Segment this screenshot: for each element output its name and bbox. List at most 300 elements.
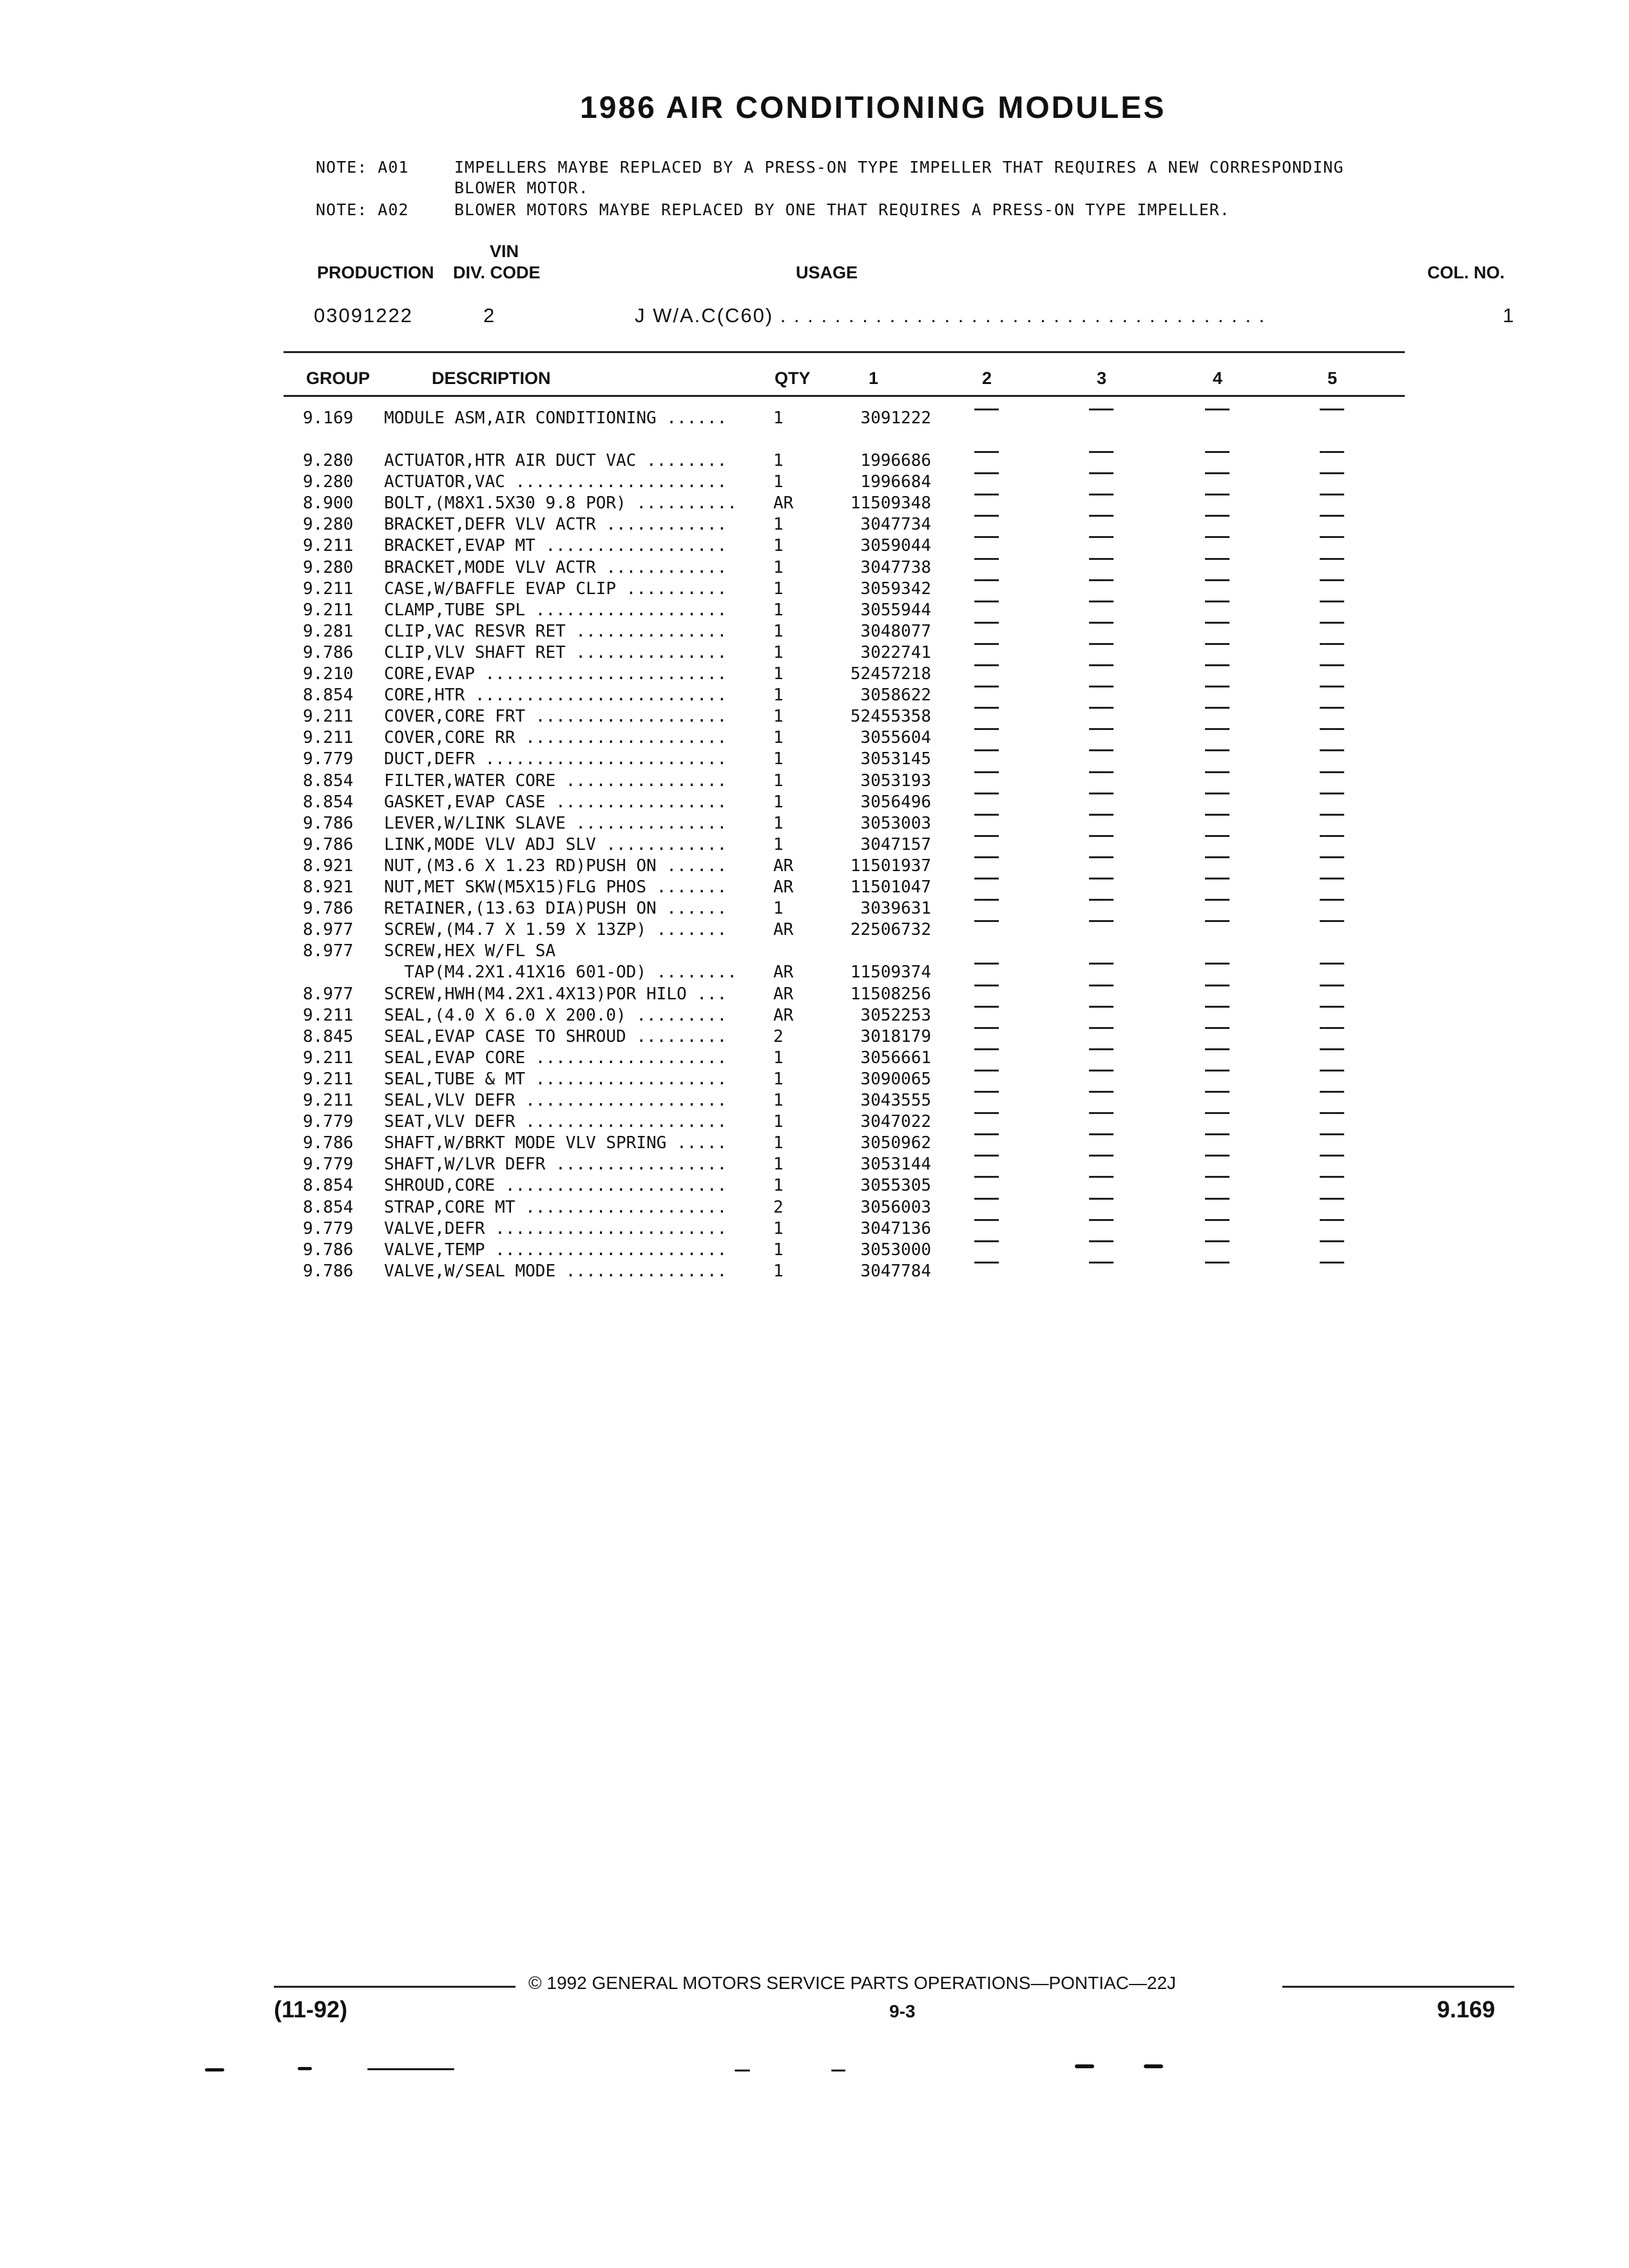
table-row bbox=[0, 1262, 1629, 1283]
column-3-dash bbox=[1089, 728, 1113, 730]
column-3-dash bbox=[1089, 408, 1113, 410]
table-row bbox=[0, 920, 1629, 941]
column-4-dash bbox=[1205, 1112, 1229, 1114]
part-number-cell: 3053144 bbox=[860, 1155, 931, 1175]
group-cell: 9.786 bbox=[303, 834, 354, 854]
part-number-cell: 3047157 bbox=[860, 834, 931, 854]
column-2-dash bbox=[974, 1155, 999, 1157]
description-cell: ACTUATOR,VAC ..................... bbox=[384, 472, 728, 492]
group-cell: 9.211 bbox=[303, 1091, 354, 1110]
column-4-dash bbox=[1205, 963, 1229, 965]
part-number-cell: 1996684 bbox=[860, 472, 931, 492]
column-2-dash bbox=[974, 1048, 999, 1050]
description-cell: NUT,(M3.6 X 1.23 RD)PUSH ON ...... bbox=[384, 856, 728, 876]
part-number-cell: 3047738 bbox=[860, 557, 931, 577]
qty-cell: 1 bbox=[773, 1218, 784, 1238]
qty-cell: 1 bbox=[773, 472, 784, 492]
group-cell: 9.786 bbox=[303, 1240, 354, 1260]
qty-cell: 1 bbox=[773, 1240, 784, 1260]
column-2-dash bbox=[974, 622, 999, 624]
description-cell: BRACKET,MODE VLV ACTR ............ bbox=[384, 557, 728, 577]
description-cell: LEVER,W/LINK SLAVE ............... bbox=[384, 813, 728, 833]
column-2-dash bbox=[974, 1198, 999, 1200]
column-2-dash bbox=[974, 771, 999, 773]
description-cell: GASKET,EVAP CASE ................. bbox=[384, 792, 728, 812]
description-cell: SEAL,EVAP CORE ................... bbox=[384, 1048, 728, 1068]
footer-rule-left bbox=[274, 1986, 516, 1988]
description-cell: VALVE,W/SEAL MODE ................ bbox=[384, 1261, 728, 1281]
column-3-dash bbox=[1089, 1091, 1113, 1093]
scan-artifact bbox=[1144, 2064, 1163, 2068]
qty-cell: AR bbox=[773, 494, 794, 514]
column-3-dash bbox=[1089, 856, 1113, 858]
group-cell: 9.786 bbox=[303, 1261, 354, 1281]
description-cell: FILTER,WATER CORE ................ bbox=[384, 771, 728, 791]
column-4-dash bbox=[1205, 1006, 1229, 1008]
group-cell: 8.854 bbox=[303, 792, 354, 812]
group-cell: 8.845 bbox=[303, 1026, 354, 1046]
column-5-dash bbox=[1320, 1112, 1344, 1114]
part-number-cell: 3056496 bbox=[860, 792, 931, 812]
description-cell: ACTUATOR,HTR AIR DUCT VAC ........ bbox=[384, 451, 728, 470]
part-number-cell: 3055604 bbox=[860, 728, 931, 748]
table-row bbox=[0, 579, 1629, 601]
qty-header: QTY bbox=[775, 369, 811, 388]
part-number-cell: 3018179 bbox=[860, 1026, 931, 1046]
note-a02-label: NOTE: A02 bbox=[316, 200, 409, 219]
column-4-dash bbox=[1205, 408, 1229, 410]
column-2-dash bbox=[974, 878, 999, 879]
table-row bbox=[0, 941, 1629, 963]
col5-header: 5 bbox=[1327, 369, 1338, 388]
description-cell: LINK,MODE VLV ADJ SLV ............ bbox=[384, 834, 728, 854]
column-5-dash bbox=[1320, 707, 1344, 709]
qty-cell: 1 bbox=[773, 557, 784, 577]
qty-cell: 1 bbox=[773, 408, 784, 428]
qty-cell: AR bbox=[773, 1005, 794, 1025]
column-3-dash bbox=[1089, 899, 1113, 901]
column-5-dash bbox=[1320, 515, 1344, 517]
column-4-dash bbox=[1205, 1091, 1229, 1093]
column-2-dash bbox=[974, 749, 999, 751]
column-3-dash bbox=[1089, 963, 1113, 965]
qty-cell: 1 bbox=[773, 664, 784, 684]
description-cell: NUT,MET SKW(M5X15)FLG PHOS ....... bbox=[384, 878, 728, 897]
table-row bbox=[0, 686, 1629, 707]
column-3-dash bbox=[1089, 1133, 1113, 1135]
group-cell: 9.211 bbox=[303, 536, 354, 556]
scan-artifact bbox=[367, 2068, 454, 2070]
part-number-cell: 3050962 bbox=[860, 1133, 931, 1153]
column-5-dash bbox=[1320, 856, 1344, 858]
column-4-dash bbox=[1205, 1027, 1229, 1029]
table-row bbox=[0, 472, 1629, 494]
revision-date: (11-92) bbox=[274, 1996, 348, 2023]
column-2-dash bbox=[974, 1006, 999, 1008]
column-3-dash bbox=[1089, 643, 1113, 645]
qty-cell: 1 bbox=[773, 642, 784, 662]
column-2-dash bbox=[974, 686, 999, 687]
divider-line bbox=[284, 351, 1405, 353]
column-3-dash bbox=[1089, 1219, 1113, 1221]
description-cell: TAP(M4.2X1.41X16 601-OD) ........ bbox=[384, 963, 737, 983]
column-2-dash bbox=[974, 558, 999, 560]
part-number-cell: 3043555 bbox=[860, 1091, 931, 1110]
group-cell: 9.786 bbox=[303, 1133, 354, 1153]
scan-artifact bbox=[298, 2067, 312, 2070]
column-5-dash bbox=[1320, 878, 1344, 879]
column-4-dash bbox=[1205, 1048, 1229, 1050]
part-number-cell: 3055305 bbox=[860, 1176, 931, 1196]
column-number: 1 bbox=[1503, 304, 1514, 327]
group-cell: 9.280 bbox=[303, 451, 354, 470]
description-cell: BOLT,(M8X1.5X30 9.8 POR) .......... bbox=[384, 494, 737, 514]
table-row bbox=[0, 814, 1629, 835]
column-2-dash bbox=[974, 1070, 999, 1072]
column-5-dash bbox=[1320, 664, 1344, 666]
table-row bbox=[0, 771, 1629, 793]
column-5-dash bbox=[1320, 985, 1344, 986]
qty-cell: 1 bbox=[773, 536, 784, 556]
column-4-dash bbox=[1205, 1155, 1229, 1157]
qty-cell: 1 bbox=[773, 1261, 784, 1281]
description-cell: SCREW,HEX W/FL SA bbox=[384, 941, 556, 961]
part-number-cell: 3056003 bbox=[860, 1197, 931, 1217]
column-5-dash bbox=[1320, 451, 1344, 453]
description-header: DESCRIPTION bbox=[432, 369, 551, 388]
table-row bbox=[0, 1198, 1629, 1219]
table-row bbox=[0, 749, 1629, 771]
description-cell: CORE,HTR ......................... bbox=[384, 686, 728, 706]
column-5-dash bbox=[1320, 1133, 1344, 1135]
column-2-dash bbox=[974, 536, 999, 538]
qty-cell: AR bbox=[773, 856, 794, 876]
description-cell: BRACKET,DEFR VLV ACTR ............ bbox=[384, 515, 728, 535]
scan-artifact bbox=[1075, 2064, 1094, 2068]
table-row bbox=[0, 622, 1629, 643]
group-cell: 8.900 bbox=[303, 494, 354, 514]
column-5-dash bbox=[1320, 558, 1344, 560]
column-4-dash bbox=[1205, 515, 1229, 517]
column-4-dash bbox=[1205, 536, 1229, 538]
col2-header: 2 bbox=[982, 369, 992, 388]
column-3-dash bbox=[1089, 558, 1113, 560]
group-cell: 9.211 bbox=[303, 1048, 354, 1068]
qty-cell: 1 bbox=[773, 1091, 784, 1110]
group-header: GROUP bbox=[306, 369, 371, 388]
part-number-cell: 52457218 bbox=[850, 664, 931, 684]
group-cell: 9.280 bbox=[303, 515, 354, 535]
description-cell: VALVE,DEFR ....................... bbox=[384, 1218, 728, 1238]
column-4-dash bbox=[1205, 814, 1229, 816]
table-row bbox=[0, 515, 1629, 536]
column-3-dash bbox=[1089, 515, 1113, 517]
column-4-dash bbox=[1205, 664, 1229, 666]
column-5-dash bbox=[1320, 814, 1344, 816]
group-cell: 8.854 bbox=[303, 1176, 354, 1196]
column-2-dash bbox=[974, 814, 999, 816]
column-3-dash bbox=[1089, 451, 1113, 453]
column-2-dash bbox=[974, 494, 999, 495]
qty-cell: 1 bbox=[773, 771, 784, 791]
div-code-header: DIV. CODE bbox=[453, 263, 541, 282]
column-4-dash bbox=[1205, 579, 1229, 581]
column-4-dash bbox=[1205, 601, 1229, 602]
column-5-dash bbox=[1320, 686, 1344, 687]
description-cell: CLIP,VLV SHAFT RET ............... bbox=[384, 642, 728, 662]
qty-cell: 1 bbox=[773, 515, 784, 535]
table-row bbox=[0, 963, 1629, 984]
column-4-dash bbox=[1205, 1219, 1229, 1221]
column-4-dash bbox=[1205, 985, 1229, 986]
description-cell: MODULE ASM,AIR CONDITIONING ...... bbox=[384, 408, 728, 428]
column-3-dash bbox=[1089, 1070, 1113, 1072]
column-5-dash bbox=[1320, 1176, 1344, 1178]
description-cell: CLIP,VAC RESVR RET ............... bbox=[384, 621, 728, 641]
qty-cell: 1 bbox=[773, 749, 784, 769]
column-2-dash bbox=[974, 472, 999, 474]
column-5-dash bbox=[1320, 643, 1344, 645]
part-number-cell: 3039631 bbox=[860, 899, 931, 919]
column-2-dash bbox=[974, 1262, 999, 1264]
column-5-dash bbox=[1320, 835, 1344, 837]
column-2-dash bbox=[974, 1133, 999, 1135]
column-4-dash bbox=[1205, 1262, 1229, 1264]
part-number-cell: 3058622 bbox=[860, 686, 931, 706]
column-4-dash bbox=[1205, 558, 1229, 560]
column-4-dash bbox=[1205, 494, 1229, 495]
description-cell: COVER,CORE FRT ................... bbox=[384, 707, 728, 727]
column-3-dash bbox=[1089, 536, 1113, 538]
column-3-dash bbox=[1089, 814, 1113, 816]
column-4-dash bbox=[1205, 920, 1229, 922]
qty-cell: 1 bbox=[773, 686, 784, 706]
group-cell: 8.854 bbox=[303, 1197, 354, 1217]
column-4-dash bbox=[1205, 856, 1229, 858]
column-4-dash bbox=[1205, 472, 1229, 474]
group-cell: 9.280 bbox=[303, 472, 354, 492]
qty-cell: 1 bbox=[773, 1069, 784, 1089]
column-5-dash bbox=[1320, 472, 1344, 474]
column-2-dash bbox=[974, 643, 999, 645]
part-number-cell: 11508256 bbox=[850, 984, 931, 1004]
column-2-dash bbox=[974, 664, 999, 666]
column-4-dash bbox=[1205, 1198, 1229, 1200]
qty-cell: 2 bbox=[773, 1026, 784, 1046]
part-number-cell: 52455358 bbox=[850, 707, 931, 727]
part-number-cell: 3052253 bbox=[860, 1005, 931, 1025]
table-row bbox=[0, 835, 1629, 856]
description-cell: SEAL,(4.0 X 6.0 X 200.0) ......... bbox=[384, 1005, 728, 1025]
note-a01-label: NOTE: A01 bbox=[316, 158, 409, 177]
group-cell: 8.977 bbox=[303, 984, 354, 1004]
qty-cell: 1 bbox=[773, 728, 784, 748]
qty-cell: 1 bbox=[773, 899, 784, 919]
column-2-dash bbox=[974, 451, 999, 453]
column-4-dash bbox=[1205, 451, 1229, 453]
note-a01-text: IMPELLERS MAYBE REPLACED BY A PRESS-ON TYPE IMPELLER THAT REQUIRES A NEW CORRESPONDING bbox=[454, 158, 1344, 177]
column-5-dash bbox=[1320, 494, 1344, 495]
column-5-dash bbox=[1320, 1198, 1344, 1200]
group-cell: 9.210 bbox=[303, 664, 354, 684]
column-4-dash bbox=[1205, 749, 1229, 751]
table-row bbox=[0, 1006, 1629, 1027]
column-2-dash bbox=[974, 408, 999, 410]
column-2-dash bbox=[974, 1219, 999, 1221]
production-number: 03091222 bbox=[314, 304, 413, 327]
usage-text: J W/A.C(C60) . . . . . . . . . . . . . . . . . . . . . . . . . . . . . . . . . . . . bbox=[635, 304, 1266, 327]
column-3-dash bbox=[1089, 664, 1113, 666]
column-2-dash bbox=[974, 920, 999, 922]
column-5-dash bbox=[1320, 1070, 1344, 1072]
column-3-dash bbox=[1089, 985, 1113, 986]
qty-cell: 1 bbox=[773, 600, 784, 620]
column-5-dash bbox=[1320, 1155, 1344, 1157]
description-cell: SCREW,(M4.7 X 1.59 X 13ZP) ....... bbox=[384, 920, 728, 940]
qty-cell: 1 bbox=[773, 1048, 784, 1068]
table-row bbox=[0, 1112, 1629, 1133]
table-row bbox=[0, 728, 1629, 749]
column-3-dash bbox=[1089, 749, 1113, 751]
group-cell: 9.211 bbox=[303, 1069, 354, 1089]
column-5-dash bbox=[1320, 899, 1344, 901]
column-4-dash bbox=[1205, 728, 1229, 730]
note-a02-text: BLOWER MOTORS MAYBE REPLACED BY ONE THAT REQUIRES A PRESS-ON TYPE IMPELLER. bbox=[454, 200, 1230, 219]
section-number: 9.169 bbox=[1437, 1996, 1496, 2023]
table-row bbox=[0, 1133, 1629, 1155]
column-4-dash bbox=[1205, 622, 1229, 624]
column-2-dash bbox=[974, 1176, 999, 1178]
column-3-dash bbox=[1089, 1112, 1113, 1114]
table-row bbox=[0, 664, 1629, 686]
column-3-dash bbox=[1089, 793, 1113, 794]
qty-cell: 1 bbox=[773, 1133, 784, 1153]
qty-cell: 2 bbox=[773, 1197, 784, 1217]
column-3-dash bbox=[1089, 1262, 1113, 1264]
column-2-dash bbox=[974, 579, 999, 581]
group-cell: 9.779 bbox=[303, 1155, 354, 1175]
column-2-dash bbox=[974, 899, 999, 901]
part-number-cell: 3047136 bbox=[860, 1218, 931, 1238]
column-5-dash bbox=[1320, 1006, 1344, 1008]
description-cell: SEAT,VLV DEFR .................... bbox=[384, 1112, 728, 1132]
description-cell: COVER,CORE RR .................... bbox=[384, 728, 728, 748]
qty-cell: 1 bbox=[773, 621, 784, 641]
column-2-dash bbox=[974, 1091, 999, 1093]
column-5-dash bbox=[1320, 579, 1344, 581]
copyright-line: © 1992 GENERAL MOTORS SERVICE PARTS OPERATIONS—PONTIAC—22J bbox=[528, 1973, 1177, 1993]
column-3-dash bbox=[1089, 1027, 1113, 1029]
part-number-cell: 3056661 bbox=[860, 1048, 931, 1068]
column-3-dash bbox=[1089, 1176, 1113, 1178]
group-cell: 9.281 bbox=[303, 621, 354, 641]
column-2-dash bbox=[974, 856, 999, 858]
qty-cell: 1 bbox=[773, 1112, 784, 1132]
table-row bbox=[0, 1048, 1629, 1070]
column-3-dash bbox=[1089, 686, 1113, 687]
column-5-dash bbox=[1320, 536, 1344, 538]
col1-header: 1 bbox=[869, 369, 879, 388]
column-2-dash bbox=[974, 1240, 999, 1242]
description-cell: VALVE,TEMP ....................... bbox=[384, 1240, 728, 1260]
column-4-dash bbox=[1205, 1133, 1229, 1135]
production-header: PRODUCTION bbox=[317, 263, 434, 282]
group-cell: 8.921 bbox=[303, 856, 354, 876]
scan-artifact bbox=[205, 2068, 224, 2071]
qty-cell: AR bbox=[773, 878, 794, 897]
qty-cell: 1 bbox=[773, 1155, 784, 1175]
column-5-dash bbox=[1320, 1048, 1344, 1050]
column-2-dash bbox=[974, 1027, 999, 1029]
table-row bbox=[0, 985, 1629, 1006]
column-2-dash bbox=[974, 835, 999, 837]
column-4-dash bbox=[1205, 835, 1229, 837]
qty-cell: AR bbox=[773, 920, 794, 940]
group-cell: 9.211 bbox=[303, 1005, 354, 1025]
table-row bbox=[0, 1155, 1629, 1176]
group-cell: 9.786 bbox=[303, 899, 354, 919]
group-cell: 9.211 bbox=[303, 728, 354, 748]
description-cell: SEAL,TUBE & MT ................... bbox=[384, 1069, 728, 1089]
column-5-dash bbox=[1320, 1240, 1344, 1242]
group-cell: 8.854 bbox=[303, 686, 354, 706]
column-5-dash bbox=[1320, 1027, 1344, 1029]
description-cell: BRACKET,EVAP MT .................. bbox=[384, 536, 728, 556]
column-3-dash bbox=[1089, 622, 1113, 624]
description-cell: CLAMP,TUBE SPL ................... bbox=[384, 600, 728, 620]
column-4-dash bbox=[1205, 878, 1229, 879]
table-row bbox=[0, 643, 1629, 664]
part-number-cell: 3047022 bbox=[860, 1112, 931, 1132]
column-5-dash bbox=[1320, 728, 1344, 730]
vin-header: VIN bbox=[490, 242, 519, 261]
column-4-dash bbox=[1205, 1070, 1229, 1072]
description-cell: SEAL,EVAP CASE TO SHROUD ......... bbox=[384, 1026, 728, 1046]
table-row bbox=[0, 1176, 1629, 1197]
table-row bbox=[0, 1091, 1629, 1112]
column-5-dash bbox=[1320, 601, 1344, 602]
column-5-dash bbox=[1320, 963, 1344, 965]
group-cell: 9.786 bbox=[303, 813, 354, 833]
qty-cell: 1 bbox=[773, 813, 784, 833]
col3-header: 3 bbox=[1097, 369, 1107, 388]
column-4-dash bbox=[1205, 643, 1229, 645]
column-4-dash bbox=[1205, 793, 1229, 794]
description-cell: SEAL,VLV DEFR .................... bbox=[384, 1091, 728, 1110]
column-2-dash bbox=[974, 793, 999, 794]
table-row bbox=[0, 1219, 1629, 1240]
column-2-dash bbox=[974, 601, 999, 602]
part-number-cell: 3053145 bbox=[860, 749, 931, 769]
table-row bbox=[0, 1027, 1629, 1048]
table-row bbox=[0, 856, 1629, 878]
column-5-dash bbox=[1320, 1091, 1344, 1093]
qty-cell: 1 bbox=[773, 707, 784, 727]
column-3-dash bbox=[1089, 579, 1113, 581]
note-a01-text-cont: BLOWER MOTOR. bbox=[454, 178, 589, 197]
column-5-dash bbox=[1320, 749, 1344, 751]
qty-cell: 1 bbox=[773, 1176, 784, 1196]
column-5-dash bbox=[1320, 622, 1344, 624]
part-number-cell: 11509348 bbox=[850, 494, 931, 514]
part-number-cell: 3059044 bbox=[860, 536, 931, 556]
part-number-cell: 3053003 bbox=[860, 813, 931, 833]
column-2-dash bbox=[974, 963, 999, 965]
group-cell: 9.779 bbox=[303, 1218, 354, 1238]
page-title: 1986 AIR CONDITIONING MODULES bbox=[580, 91, 1166, 125]
part-number-cell: 3059342 bbox=[860, 579, 931, 599]
group-cell: 8.977 bbox=[303, 920, 354, 940]
